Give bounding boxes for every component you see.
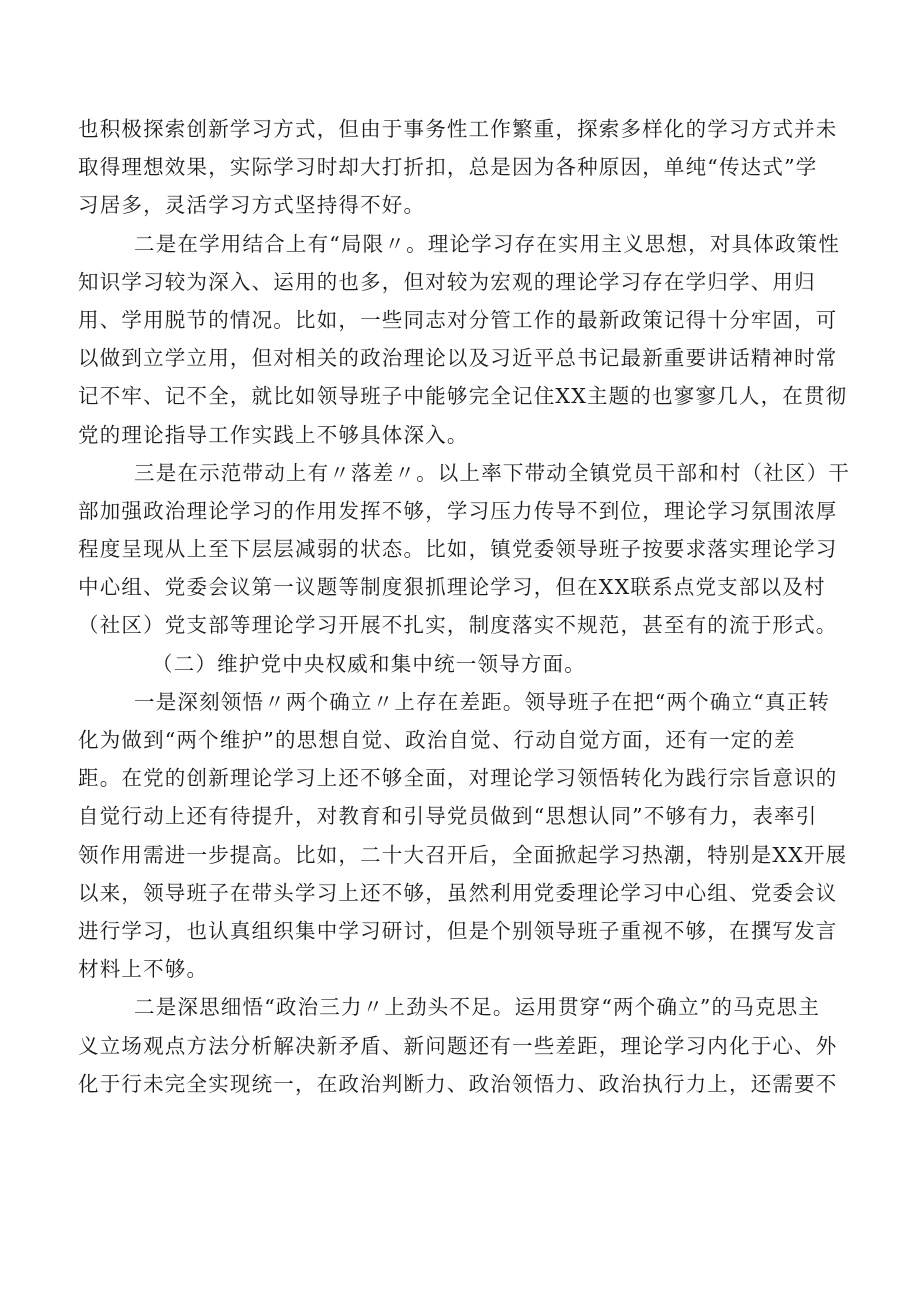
text-line: 也积极探索创新学习方式，但由于事务性工作繁重，探索多样化的学习方式并未 <box>78 117 838 141</box>
text-line: 距。在党的创新理论学习上还不够全面，对理论学习领悟转化为践行宗旨意识的 <box>78 766 838 791</box>
text-line: 领作用需进一步提高。比如，二十大召开后，全面掀起学习热潮，特别是XX开展 <box>78 842 848 867</box>
text-line: 程度呈现从上至下层层减弱的状态。比如，镇党委领导班子按要求落实理论学习 <box>78 537 838 562</box>
paragraph-start-line: 二是在学用结合上有“局限〃。理论学习存在实用主义思想，对具体政策性 <box>134 231 841 256</box>
text-line: 部加强政治理论学习的作用发挥不够，学习压力传导不到位，理论学习氛围浓厚 <box>78 498 838 523</box>
text-line: 化于行未完全实现统一，在政治判断力、政治领悟力、政治执行力上，还需要不 <box>78 1071 838 1096</box>
text-line: 习居多，灵活学习方式坚持得不好。 <box>78 193 426 218</box>
text-line: 以做到立学立用，但对相关的政治理论以及习近平总书记最新重要讲话精神时常 <box>78 346 838 371</box>
text-line: 化为做到“两个维护”的思想自觉、政治自觉、行动自觉方面，还有一定的差 <box>78 728 796 752</box>
text-line: 自觉行动上还有待提升，对教育和引导党员做到“思想认同”不够有力，表率引 <box>78 804 818 829</box>
text-line: 材料上不够。 <box>78 957 209 982</box>
text-line: 中心组、党委会议第一议题等制度狠抓理论学习，但在XX联系点党支部以及村 <box>78 575 826 600</box>
text-line: 记不牢、记不全，就比如领导班子中能够完全记住XX主题的也寥寥几人，在贯彻 <box>78 384 848 409</box>
text-line: 党的理论指导工作实践上不够具体深入。 <box>78 422 469 447</box>
paragraph-start-line: 二是深思细悟“政治三力〃上劲头不足。运用贯穿“两个确立”的马克思主 <box>134 995 821 1020</box>
text-line: （社区）党支部等理论学习开展不扎实，制度落实不规范，甚至有的流于形式。 <box>78 613 838 638</box>
text-line: 知识学习较为深入、运用的也多，但对较为宏观的理论学习存在学归学、用归 <box>78 269 816 294</box>
text-line: 用、学用脱节的情况。比如，一些同志对分管工作的最新政策记得十分牢固，可 <box>78 307 838 332</box>
paragraph-start-line: 一是深刻领悟〃两个确立〃上存在差距。领导班子在把“两个确立“真正转 <box>134 689 831 714</box>
text-line: 义立场观点方法分析解决新矛盾、新问题还有一些差距，理论学习内化于心、外 <box>78 1033 838 1058</box>
document-body <box>78 110 858 1103</box>
section-heading: （二）维护党中央权威和集中统一领导方面。 <box>152 651 586 676</box>
text-line: 取得理想效果，实际学习时却大打折扣，总是因为各种原因，单纯“传达式”学 <box>78 155 818 180</box>
text-line: 进行学习，也认真组织集中学习研讨，但是个别领导班子重视不够，在撰写发言 <box>78 918 838 943</box>
paragraph-start-line: 三是在示范带动上有〃落差〃。以上率下带动全镇党员干部和村（社区）干 <box>134 460 851 485</box>
text-line: 以来，领导班子在带头学习上还不够，虽然利用党委理论学习中心组、党委会议 <box>78 880 838 905</box>
